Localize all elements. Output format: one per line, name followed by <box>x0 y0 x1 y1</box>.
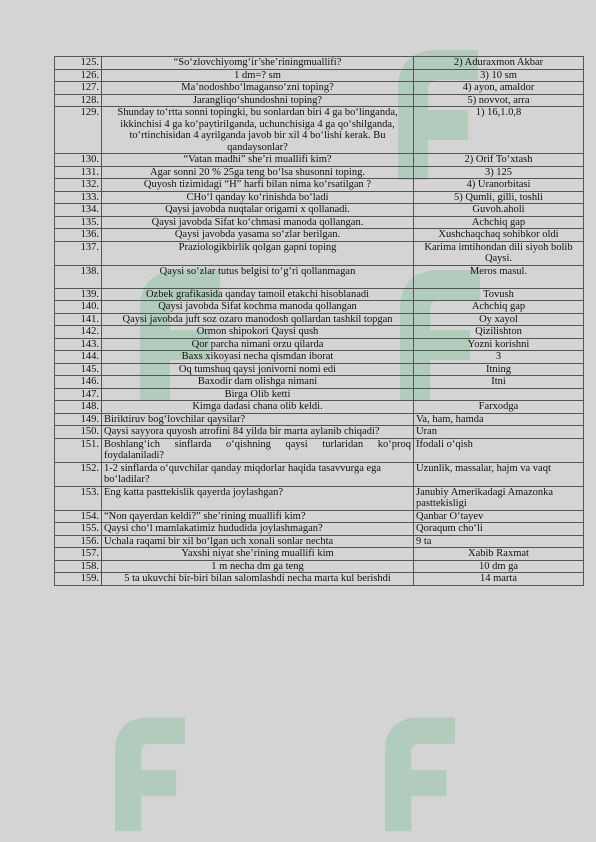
table-row <box>55 388 584 401</box>
question-cell: 1-2 sinflarda o‘quvchilar qanday miqdorlar haqida tasavvurga ega bo‘ladilar? <box>102 462 414 486</box>
row-number: 130. <box>55 154 102 167</box>
row-number: 146. <box>55 376 102 389</box>
question-cell: Qaysi so‘zlar tutus belgisi to‘g‘ri qollanmagan <box>102 265 414 288</box>
answer-cell: 1) 16,1.0,8 <box>414 107 584 154</box>
table-row <box>55 288 584 301</box>
question-cell: 1 m necha dm ga teng <box>102 560 414 573</box>
question-cell: Uchala raqami bir xil bo‘lgan uch xonali sonlar nechta <box>102 535 414 548</box>
table-row <box>55 376 584 389</box>
answer-cell: Guvoh.aholi <box>414 204 584 217</box>
row-number: 147. <box>55 388 102 401</box>
watermark-logo <box>360 700 480 840</box>
answer-cell: Itning <box>414 363 584 376</box>
row-number: 154. <box>55 510 102 523</box>
question-cell: Kimga dadasi chana olib keldi. <box>102 401 414 414</box>
table-row <box>55 486 584 510</box>
table-row <box>55 413 584 426</box>
table-row <box>55 338 584 351</box>
answer-cell: 4) Uranorbitasi <box>414 179 584 192</box>
answer-cell: 5) Qumli, gilli, toshli <box>414 191 584 204</box>
question-cell: 5 ta ukuvchi bir-biri bilan salomlashdi necha marta kul berishdi <box>102 573 414 586</box>
table-row <box>55 154 584 167</box>
row-number: 129. <box>55 107 102 154</box>
question-cell: Qaysi javobda juft soz ozaro manodosh qollardan tashkil topgan <box>102 313 414 326</box>
row-number: 133. <box>55 191 102 204</box>
answer-cell: Meros masul. <box>414 265 584 288</box>
question-cell: “Non qayerdan keldi?” she’rining muallifi kim? <box>102 510 414 523</box>
row-number: 148. <box>55 401 102 414</box>
question-cell: Qaysi sayyora quyosh atrofini 84 yilda bir marta aylanib chiqadi? <box>102 426 414 439</box>
question-cell: Quyosh tizimidagi “H” harfi bilan nima ko‘rsatilgan ? <box>102 179 414 192</box>
answer-cell: Qizilishton <box>414 326 584 339</box>
question-cell: Oq tumshuq qaysi jonivorni nomi edi <box>102 363 414 376</box>
table-row <box>55 462 584 486</box>
row-number: 132. <box>55 179 102 192</box>
table-row <box>55 229 584 242</box>
answer-cell: Ifodali o‘qish <box>414 438 584 462</box>
question-cell: Shunday to‘rtta sonni topingki, bu sonlardan biri 4 ga bo‘linganda, ikkinchisi 4 ga ko‘paytirilganda, uchunchisiga 4 ga qo‘shilganda, to‘rtinchisidan 4 ayrilganda javob bir xil 4 bo‘lishi kerak. Bu qandaysonlar? <box>102 107 414 154</box>
table-row <box>55 548 584 561</box>
question-cell: Qaysi javobda nuqtalar origami x qollanadi. <box>102 204 414 217</box>
table-row <box>55 191 584 204</box>
question-cell: Qaysi cho‘l mamlakatimiz hududida joylashmagan? <box>102 523 414 536</box>
question-cell: Baxodir dam olishga nimani <box>102 376 414 389</box>
watermark-logo <box>90 700 210 840</box>
table-row <box>55 560 584 573</box>
table-row <box>55 179 584 192</box>
question-cell: Agar sonni 20 % 25ga teng bo‘lsa shusonni toping. <box>102 166 414 179</box>
answer-cell: Achchiq gap <box>414 216 584 229</box>
answer-cell: Janubiy Amerikadagi Amazonka pasttekisligi <box>414 486 584 510</box>
question-cell: Eng katta pasttekislik qayerda joylashgan? <box>102 486 414 510</box>
answer-cell: Farxodga <box>414 401 584 414</box>
table-row <box>55 94 584 107</box>
row-number: 139. <box>55 288 102 301</box>
question-cell: Biriktiruv bog‘lovchilar qaysilar? <box>102 413 414 426</box>
question-cell: “So‘zlovchiyomg‘ir’she’riningmuallifi? <box>102 57 414 70</box>
answer-cell: 14 marta <box>414 573 584 586</box>
table-row <box>55 241 584 265</box>
questions-table <box>54 56 584 586</box>
table-row <box>55 363 584 376</box>
question-cell: Qaysi javobda yasama so‘zlar berilgan. <box>102 229 414 242</box>
question-cell: Qaysi javobda Sifat kochma manoda qollangan <box>102 301 414 314</box>
row-number: 142. <box>55 326 102 339</box>
question-cell: Baxs xikoyasi necha qismdan iborat <box>102 351 414 364</box>
row-number: 138. <box>55 265 102 288</box>
question-cell: Jarangliqo‘shundoshni toping? <box>102 94 414 107</box>
question-cell: Qaysi javobda Sifat ko‘chmasi manoda qollangan. <box>102 216 414 229</box>
row-number: 137. <box>55 241 102 265</box>
answer-cell: 10 dm ga <box>414 560 584 573</box>
row-number: 159. <box>55 573 102 586</box>
table-row <box>55 426 584 439</box>
row-number: 157. <box>55 548 102 561</box>
answer-cell: Xushchaqchaq sohibkor oldi <box>414 229 584 242</box>
row-number: 141. <box>55 313 102 326</box>
answer-cell: Va, ham, hamda <box>414 413 584 426</box>
table-row <box>55 265 584 288</box>
table-row <box>55 57 584 70</box>
question-cell: Yaxshi niyat she’rining muallifi kim <box>102 548 414 561</box>
answer-cell: Karima imtihondan dili siyoh bolib Qaysi. <box>414 241 584 265</box>
table-row <box>55 573 584 586</box>
question-cell: Boshlang‘ich sinflarda o‘qishning qaysi turlaridan ko‘proq foydalaniladi? <box>102 438 414 462</box>
table-row <box>55 401 584 414</box>
table-row <box>55 326 584 339</box>
answer-cell: Tovush <box>414 288 584 301</box>
answer-cell: Uran <box>414 426 584 439</box>
question-cell: Ormon shipokori Qaysi qush <box>102 326 414 339</box>
question-cell: Ma’nodoshbo‘lmaganso‘zni toping? <box>102 82 414 95</box>
table-row <box>55 313 584 326</box>
answer-cell: 2) Aduraxmon Akbar <box>414 57 584 70</box>
table-row <box>55 166 584 179</box>
question-cell: Ozbek grafikasida qanday tamoil etakchi hisoblanadi <box>102 288 414 301</box>
question-cell: Birga Olib ketti <box>102 388 414 401</box>
answer-cell: 3) 10 sm <box>414 69 584 82</box>
row-number: 155. <box>55 523 102 536</box>
answer-cell: Achchiq gap <box>414 301 584 314</box>
answer-cell: Oy xayol <box>414 313 584 326</box>
table-row <box>55 438 584 462</box>
table-row <box>55 69 584 82</box>
table-row <box>55 523 584 536</box>
row-number: 156. <box>55 535 102 548</box>
question-cell: CHo‘l qanday ko‘rinishda bo‘ladi <box>102 191 414 204</box>
answer-cell: Xabib Raxmat <box>414 548 584 561</box>
row-number: 145. <box>55 363 102 376</box>
row-number: 131. <box>55 166 102 179</box>
row-number: 151. <box>55 438 102 462</box>
answer-cell: Uzunlik, massalar, hajm va vaqt <box>414 462 584 486</box>
row-number: 143. <box>55 338 102 351</box>
table-row <box>55 107 584 154</box>
row-number: 153. <box>55 486 102 510</box>
row-number: 152. <box>55 462 102 486</box>
row-number: 158. <box>55 560 102 573</box>
row-number: 125. <box>55 57 102 70</box>
row-number: 144. <box>55 351 102 364</box>
answer-cell <box>414 388 584 401</box>
row-number: 135. <box>55 216 102 229</box>
answer-cell: 3 <box>414 351 584 364</box>
table-row <box>55 351 584 364</box>
row-number: 140. <box>55 301 102 314</box>
row-number: 149. <box>55 413 102 426</box>
row-number: 136. <box>55 229 102 242</box>
row-number: 134. <box>55 204 102 217</box>
question-cell: Qor parcha nimani orzu qilarda <box>102 338 414 351</box>
row-number: 126. <box>55 69 102 82</box>
table-row <box>55 216 584 229</box>
question-cell: 1 dm=? sm <box>102 69 414 82</box>
row-number: 127. <box>55 82 102 95</box>
table-row <box>55 301 584 314</box>
table-row <box>55 204 584 217</box>
answer-cell: Itni <box>414 376 584 389</box>
row-number: 128. <box>55 94 102 107</box>
question-cell: Praziologikbirlik qolgan gapni toping <box>102 241 414 265</box>
answer-cell: 2) Orif To‘xtash <box>414 154 584 167</box>
table-row <box>55 82 584 95</box>
answer-cell: Yozni korishni <box>414 338 584 351</box>
row-number: 150. <box>55 426 102 439</box>
answer-cell: 9 ta <box>414 535 584 548</box>
answer-cell: Qanbar O‘tayev <box>414 510 584 523</box>
answer-cell: 3) 125 <box>414 166 584 179</box>
table-row <box>55 510 584 523</box>
answer-cell: 5) novvot, arra <box>414 94 584 107</box>
answer-cell: 4) ayon, amaldor <box>414 82 584 95</box>
table-row <box>55 535 584 548</box>
answer-cell: Qoraqum cho‘li <box>414 523 584 536</box>
question-cell: “Vatan madhi” she’ri muallifi kim? <box>102 154 414 167</box>
